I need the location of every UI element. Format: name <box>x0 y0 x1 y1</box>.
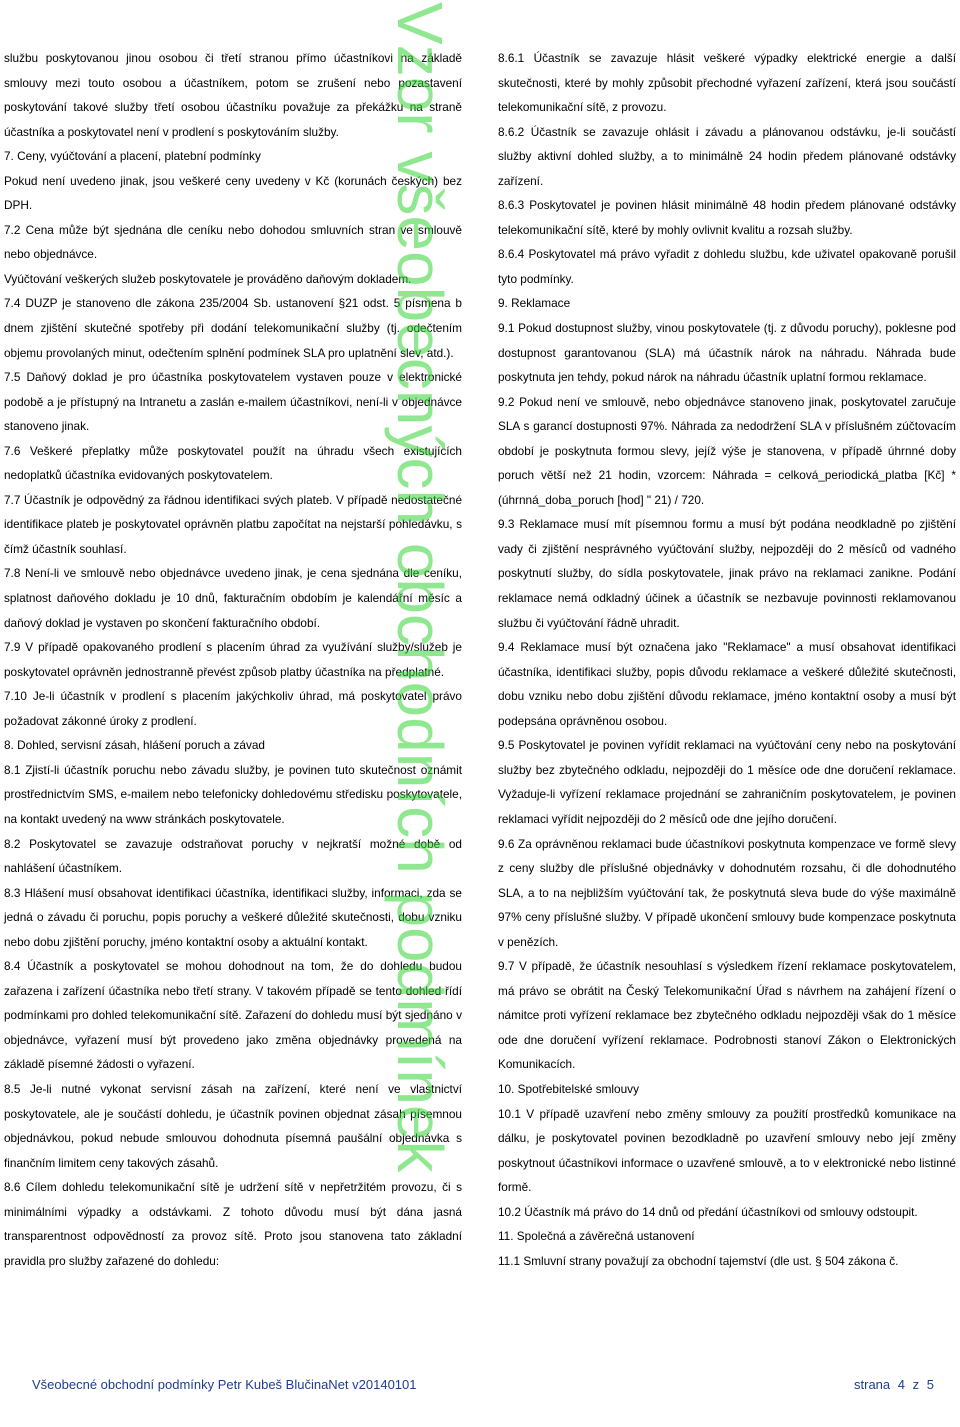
paragraph: službu poskytovanou jinou osobou či třetí stranou přímo účastníkovi na základě smlouvy mezi touto osobou a účastníkem, potom se zrušení nebo pozastavení poskytování takové služby třetí osobou účastníku považuje za překážku na straně účastníka a poskytovatel není v prodlení s poskytováním služby. <box>4 51 462 139</box>
paragraph: Pokud není uvedeno jinak, jsou veškeré ceny uvedeny v Kč (korunách českých) bez DPH. <box>4 173 462 213</box>
paragraph: 8.6 Cílem dohledu telekomunikační sítě je udržení sítě v nepřetržitém provozu, či s minimálními výpadky a odstávkami. Z tohoto důvodu musí být dána jasná transparentnost odpovědností za provoz sítě. Proto jsou stanovena tato základní pravidla pro služby zařazené do dohledu: <box>4 1180 462 1268</box>
page-indicator <box>854 1377 934 1392</box>
paragraph: 8.5 Je-li nutné vykonat servisní zásah na zařízení, které není ve vlastnictví poskytovatele, ale je součástí dohledu, je účastník povinen objednat zásah písemnou objednávkou, pokud nebude smlouvou dohodnuta písemná paušální objednávka s finančním limitem ceny takových zásahů. <box>4 1081 462 1170</box>
paragraph: 9.5 Poskytovatel je povinen vyřídit reklamaci na vyúčtování ceny nebo na poskytování služby bez zbytečného odkladu, nejpozději do 1 měsíce ode dne doručení reklamace. Vyžaduje-li vyřízení reklamace projednání se zahraničním poskytovatelem, je povinen reklamaci vyřídit nejpozději do 2 měsíců ode dne jejího doručení. <box>498 738 956 826</box>
paragraph: 8.1 Zjistí-li účastník poruchu nebo závadu služby, je povinen tuto skutečnost oznámit prostřednictvím SMS, e-mailem nebo telefonicky dohledovému středisku poskytovatele, na kontakt uvedený na www stránkách poskytovatele. <box>4 762 462 826</box>
paragraph: 8.6.1 Účastník se zavazuje hlásit veškeré výpadky elektrické energie a další skutečnosti, které by mohly způsobit přechodné vyřazení zařízení, která jsou součástí telekomunikační sítě, z provozu. <box>498 51 956 115</box>
paragraph: 10.2 Účastník má právo do 14 dnů od předání účastníkovi od smlouvy odstoupit. <box>498 1204 918 1219</box>
paragraph: 7.2 Cena může být sjednána dle ceníku nebo dohodou smluvních stran ve smlouvě nebo objednávce. <box>4 222 462 262</box>
paragraph: 9.6 Za oprávněnou reklamaci bude účastníkovi poskytnuta kompenzace ve formě slevy z ceny služby dle příslušné objednávky v dohodnutém rozsahu, či dle dohodnutého SLA, a to na nejbližším vyúčtování tak, že poskytnutá sleva bude do výše maximálně 97% ceny příslušné služby. V případě ukončení smlouvy bude kompenzace poskytnuta v penězích. <box>498 836 956 949</box>
paragraph: 8.6.4 Poskytovatel má právo vyřadit z dohledu službu, kde uživatel opakovaně porušil tyto podmínky. <box>498 247 956 286</box>
paragraph: 7. Ceny, vyúčtování a placení, platební podmínky <box>4 149 261 164</box>
paragraph: 8.4 Účastník a poskytovatel se mohou dohodnout na tom, že do dohledu budou zařazena i zařízení účastníka nebo třetí strany. V takovém případě se tento dohled řídí podmínkami pro dohled telekomunikační sítě. Zařazení do dohledu musí být sjednáno v objednávce, vyřazení musí být provedeno jako změna objednávky provedená na základě písemné žádosti o vyřazení. <box>4 959 462 1072</box>
page-word: strana <box>854 1377 891 1392</box>
paragraph: 10.1 V případě uzavření nebo změny smlouvy za použití prostředků komunikace na dálku, je poskytovatel povinen bezodkladně po uzavření smlouvy nebo její změny poskytnout účastníkovi informace o uzavřené smlouvě, a to v elektronické nebo listinné formě. <box>498 1106 956 1195</box>
paragraph: 9.7 V případě, že účastník nesouhlasí s výsledkem řízení reklamace poskytovatelem, má právo se obrátit na Český Telekomunikační Úřad s návrhem na zahájení řízení o námitce proti vyřízení reklamace bez zbytečného odkladu nejpozději však do 1 měsíce ode dne doručení vyřízení reklamace. Podrobnosti stanoví Zákon o Elektronických Komunikacích. <box>498 959 956 1072</box>
paragraph: 7.6 Veškeré přeplatky může poskytovatel použít na úhradu všech existujících nedoplatků účastníka evidovaných poskytovatelem. <box>4 443 462 483</box>
right-column <box>498 46 956 1273</box>
left-column <box>4 46 462 1273</box>
paragraph: 8.6.3 Poskytovatel je povinen hlásit minimálně 48 hodin předem plánované odstávky telekomunikační sítě, které by mohly ovlivnit kvalitu a rozsah služby. <box>498 198 956 237</box>
paragraph: 8. Dohled, servisní zásah, hlášení poruch a závad <box>4 738 265 753</box>
paragraph: 9.2 Pokud není ve smlouvě, nebo objednávce stanoveno jinak, poskytovatel zaručuje SLA s garancí dostupnosti 97%. Náhrada za nedodržení SLA v příslušném zúčtovacím období je poskytnuta formou slevy, jejíž výše je stanovena, v případě úhrnné doby poruch větší než 21 hodin, vzorcem: Náhrada = celková_periodická_platba [Kč] * (úhrnná_doba_poruch [hod] " 21) / 720. <box>498 394 956 507</box>
paragraph: 11. Společná a závěrečná ustanovení <box>498 1229 695 1244</box>
paragraph: 9. Reklamace <box>498 296 571 311</box>
paragraph: 8.3 Hlášení musí obsahovat identifikaci účastníka, identifikaci služby, informaci, zda se jedná o závadu či poruchu, popis poruchy a veškeré důležité skutečnosti, dobu vzniku nebo dobu zjištění poruchy, jméno kontaktní osoby a aktuální kontakt. <box>4 885 462 949</box>
paragraph: 11.1 Smluvní strany považují za obchodní tajemství (dle ust. § 504 zákona č. <box>498 1253 899 1268</box>
paragraph: 8.6.2 Účastník se zavazuje ohlásit i závadu a plánovanou odstávku, je-li součástí služby aktivní dohled služby, a to minimálně 24 hodin předem plánované odstávky zařízení. <box>498 124 956 188</box>
paragraph: 9.3 Reklamace musí mít písemnou formu a musí být podána neodkladně po zjištění vady či zjištění nesprávného vyúčtování služby, nejpozději do 2 měsíců od vadného poskytnutí služby, do sídla poskytovatele, jinak právo na reklamaci zanikne. Podání reklamace nemá odkladný účinek a účastník se nezbavuje povinnosti reklamovanou službu či vyúčtování řádně uhradit. <box>498 517 956 630</box>
paragraph: Vyúčtování veškerých služeb poskytovatele je prováděno daňovým dokladem. <box>4 271 412 286</box>
paragraph: 9.4 Reklamace musí být označena jako "Reklamace" a musí obsahovat identifikaci účastníka, identifikaci služby, popis důvodu reklamace a veškeré důležité skutečnosti, dobu vzniku nebo dobu zjištění důvodu reklamace, jméno kontaktní osoby a musí být podepsána oprávněnou osobou. <box>498 640 956 728</box>
paragraph: 8.2 Poskytovatel se zavazuje odstraňovat poruchy v nejkratší možné době od nahlášení účastníkem. <box>4 836 462 876</box>
watermark-text: Vzor všeobecných obchodních podmínek <box>384 2 456 1173</box>
paragraph: 7.5 Daňový doklad je pro účastníka poskytovatelem vystaven pouze v elektronické podobě a je přístupný na Intranetu a zaslán e-mailem účastníkovi, není-li v objednávce stanoveno jinak. <box>4 370 462 434</box>
page-separator: z <box>912 1377 920 1392</box>
paragraph: 7.10 Je-li účastník v prodlení s placením jakýchkoliv úhrad, má poskytovatel právo požadovat zákonné úroky z prodlení. <box>4 689 462 728</box>
page-total: 5 <box>926 1377 934 1392</box>
paragraph: 7.8 Není-li ve smlouvě nebo objednávce uvedeno jinak, je cena sjednána dle ceníku, splatnost daňového dokladu je 10 dnů, fakturačním obdobím je kalendářní měsíc a daňový doklad je vystaven po skončení fakturačního období. <box>4 566 462 630</box>
paragraph: 7.4 DUZP je stanoveno dle zákona 235/2004 Sb. ustanovení §21 odst. 5 písmena b dnem zjištění skutečné spotřeby při dodání telekomunikační služby (tj. odečtením objemu provolaných minut, odečtením splnění podmínek SLA pro uplatnění slev, atd.). <box>4 296 462 360</box>
page-current: 4 <box>897 1377 905 1392</box>
paragraph: 9.1 Pokud dostupnost služby, vinou poskytovatele (tj. z důvodu poruchy), poklesne pod dostupnost garantovanou (SLA) má účastník nárok na náhradu. Náhrada bude poskytnuta jen tehdy, pokud nárok na náhradu účastník uplatní formou reklamace. <box>498 321 956 385</box>
footer-title: Všeobecné obchodní podmínky Petr Kubeš BlučinaNet v20140101 <box>32 1377 417 1392</box>
paragraph: 7.7 Účastník je odpovědný za řádnou identifikaci svých plateb. V případě nedostatečné identifikace plateb je poskytovatel oprávněn platbu započítat na nejstarší pohledávku, s čímž účastník souhlasí. <box>4 492 462 556</box>
paragraph: 10. Spotřebitelské smlouvy <box>498 1081 639 1096</box>
paragraph: 7.9 V případě opakovaného prodlení s placením úhrad za využívání služby/služeb je poskytovatel oprávněn jednostranně převést způsob platby účastníka na předplatné. <box>4 640 462 679</box>
